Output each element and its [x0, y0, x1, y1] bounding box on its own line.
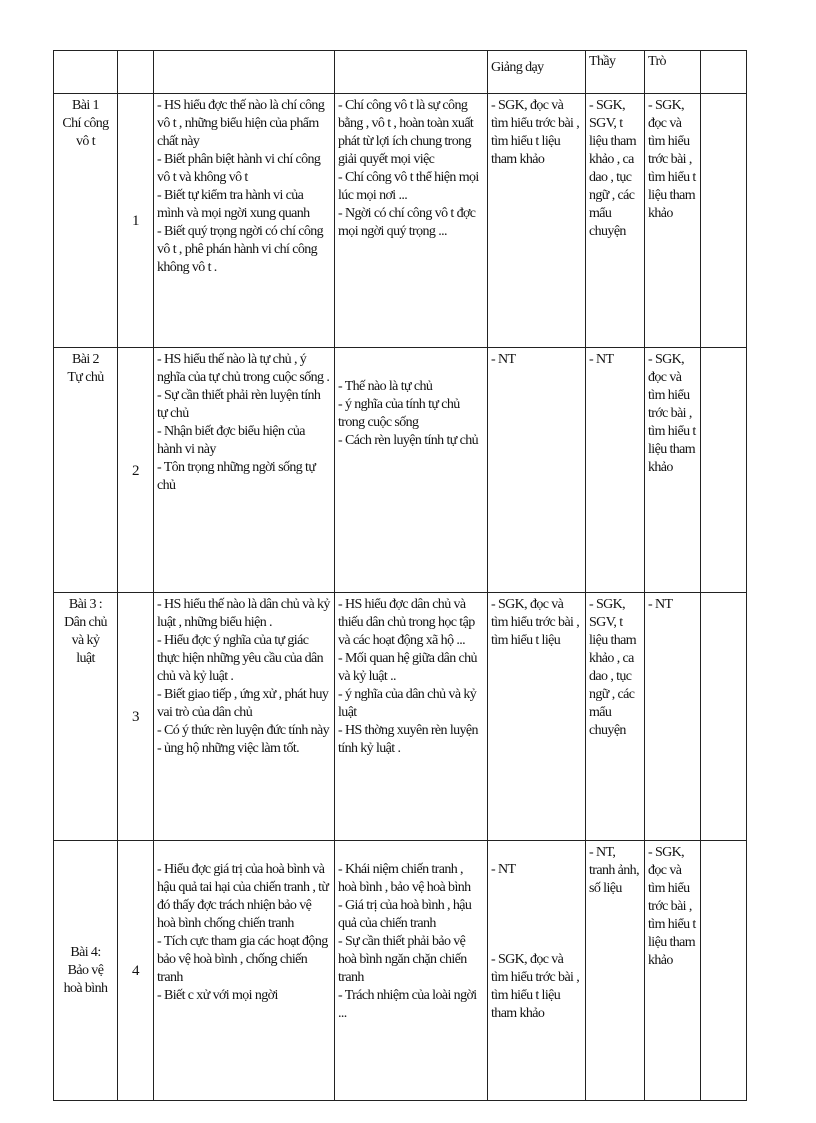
- content-cell: - Thế nào là tự chủ - ý nghĩa của tính tự chủ trong cuộc sống - Cách rèn luyện tính tự chủ: [335, 348, 488, 593]
- lesson-name-cell: Bài 4: Bảo vệ hoà bình: [54, 841, 118, 1101]
- content-cell: - HS hiểu đợc dân chủ và thiếu dân chủ trong học tập và các hoạt động xã hộ ... - Mối quan hệ giữa dân chủ và kỷ luật .. - ý nghĩa của dân chủ và kỷ luật - HS thờng xuyên rèn luyện tính kỷ luật .: [335, 593, 488, 841]
- teacher-cell: - NT: [586, 348, 645, 593]
- student-cell: - SGK, đọc và tìm hiểu trớc bài , tìm hiểu t liệu tham khảo: [645, 94, 701, 348]
- objectives-cell: - HS hiểu thế nào là dân chủ và kỷ luật , những biểu hiện . - Hiểu đợc ý nghĩa của tự giác thực hiện những yêu cầu của dân chủ và kỷ luật . - Biết giao tiếp , ứng xử , phát huy vai trò của dân chủ - Có ý thức rèn luyện đức tính này - ủng hộ những việc làm tốt.: [154, 593, 335, 841]
- teaching-note-b: - SGK, đọc và tìm hiểu trớc bài , tìm hiểu t liệu tham khảo: [491, 952, 580, 1021]
- teaching-cell: - SGK, đọc và tìm hiểu trớc bài , tìm hiểu t liệu tham khảo: [488, 94, 586, 348]
- objectives-cell: - Hiểu đợc giá trị của hoà bình và hậu quả tai hại của chiến tranh , từ đó thấy đợc trách nhiện bảo vệ hoà bình chống chiến tranh - Tích cực tham gia các hoạt động bảo vệ hoà bình , chống chiến tranh - Biết c xử với mọi ngời: [154, 841, 335, 1101]
- teaching-cell: - SGK, đọc và tìm hiểu trớc bài , tìm hiểu t liệu: [488, 593, 586, 841]
- student-cell: - SGK, đọc và tìm hiểu trớc bài , tìm hiểu t liệu tham khảo: [645, 841, 701, 1101]
- student-cell: - NT: [645, 593, 701, 841]
- content-cell: - Chí công vô t là sự công bằng , vô t , hoàn toàn xuất phát từ lợi ích chung trong giải quyết mọi việc - Chí công vô t thể hiện mọi lúc mọi nơi ... - Ngời có chí công vô t đợc mọi ngời quý trọng ...: [335, 94, 488, 348]
- lesson-name-cell: Bài 3 : Dân chủ và kỷ luật: [54, 593, 118, 841]
- header-cell-3: [154, 51, 335, 94]
- table-row: [54, 348, 747, 593]
- empty-cell: [701, 94, 747, 348]
- empty-cell: [701, 348, 747, 593]
- table-row: [54, 94, 747, 348]
- header-cell-4: [335, 51, 488, 94]
- empty-cell: [701, 841, 747, 1101]
- header-teaching: Giảng dạy: [488, 51, 586, 94]
- objectives-cell: - HS hiểu thế nào là tự chủ , ý nghĩa của tự chủ trong cuộc sống . - Sự cần thiết phải rèn luyện tính tự chủ - Nhận biết đợc biểu hiện của hành vi này - Tôn trọng những ngời sống tự chủ: [154, 348, 335, 593]
- header-cell-1: [54, 51, 118, 94]
- student-cell: - SGK, đọc và tìm hiểu trớc bài , tìm hiểu t liệu tham khảo: [645, 348, 701, 593]
- header-teacher: Thầy: [586, 51, 645, 94]
- teaching-note-a: - NT: [491, 862, 516, 877]
- header-student: Trò: [645, 51, 701, 94]
- header-cell-8: [701, 51, 747, 94]
- table-header-row: [54, 51, 747, 94]
- teacher-cell: - SGK, SGV, t liệu tham khảo , ca dao , tục ngữ , các mẩu chuyện: [586, 94, 645, 348]
- content-cell: - Khái niệm chiến tranh , hoà bình , bảo vệ hoà bình - Giá trị của hoà bình , hậu quả của chiến tranh - Sự cần thiết phải bảo vệ hoà bình ngăn chặn chiến tranh - Trách nhiệm của loài ngời ...: [335, 841, 488, 1101]
- teaching-cell: [488, 841, 586, 1101]
- lesson-plan-table: [53, 50, 747, 1101]
- teacher-cell: - SGK, SGV, t liệu tham khảo , ca dao , tục ngữ , các mẩu chuyện: [586, 593, 645, 841]
- lesson-name-cell: Bài 1 Chí công vô t: [54, 94, 118, 348]
- lesson-number-cell: 2: [118, 348, 154, 593]
- objectives-cell: - HS hiểu đợc thế nào là chí công vô t , những biểu hiện của phẩm chất này - Biết phân biệt hành vi chí công vô t và không vô t - Biết tự kiểm tra hành vi của mình và mọi ngời xung quanh - Biết quý trọng ngời có chí công vô t , phê phán hành vi chí công không vô t .: [154, 94, 335, 348]
- table-row: [54, 841, 747, 1101]
- teacher-cell: - NT, tranh ảnh, số liệu: [586, 841, 645, 1101]
- lesson-number-cell: 1: [118, 94, 154, 348]
- table-row: [54, 593, 747, 841]
- lesson-number-cell: 3: [118, 593, 154, 841]
- lesson-number-cell: 4: [118, 841, 154, 1101]
- teaching-cell: - NT: [488, 348, 586, 593]
- header-cell-2: [118, 51, 154, 94]
- lesson-name-cell: Bài 2 Tự chủ: [54, 348, 118, 593]
- empty-cell: [701, 593, 747, 841]
